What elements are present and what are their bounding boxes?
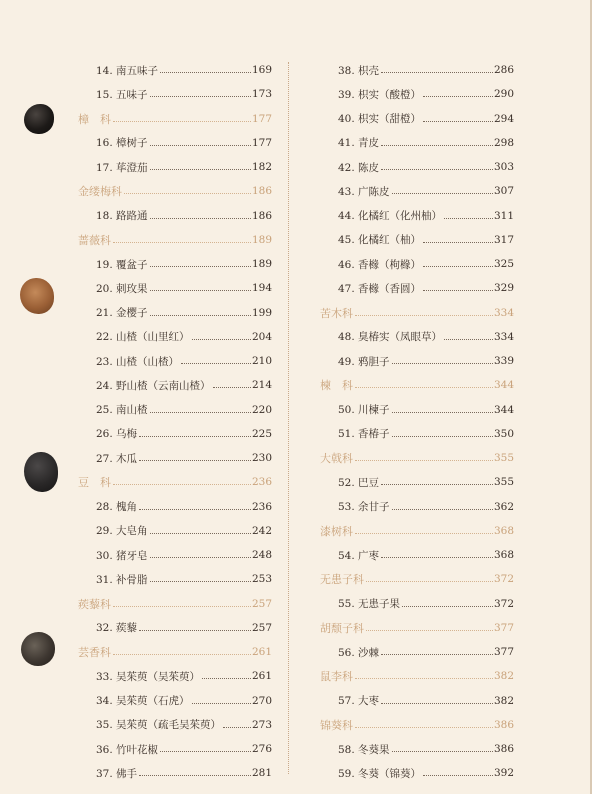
toc-entry-row[interactable] [78, 349, 272, 373]
dot-leader [355, 386, 493, 388]
category-label: 金缕梅科 [78, 185, 122, 199]
toc-entry-row[interactable] [320, 58, 514, 82]
dot-leader [392, 508, 493, 510]
dot-leader [150, 217, 251, 219]
dot-leader [392, 192, 493, 194]
page-number: 189 [251, 258, 272, 271]
dot-leader [160, 750, 251, 752]
entry-label: 51. 香椿子 [338, 428, 390, 441]
category-label: 漆树科 [320, 524, 353, 538]
page-number: 362 [493, 500, 514, 513]
entry-label: 38. 枳壳 [338, 64, 380, 77]
entry-label: 34. 吴茱萸（石虎） [96, 695, 190, 708]
toc-category-row[interactable] [320, 713, 514, 737]
entry-label: 59. 冬葵（锦葵） [338, 767, 422, 780]
dot-leader [150, 556, 251, 558]
toc-entry-row[interactable] [78, 543, 272, 567]
entry-label: 21. 金樱子 [96, 307, 148, 320]
dot-leader [150, 580, 251, 582]
entry-label: 32. 蒺藜 [96, 622, 138, 635]
toc-entry-row[interactable] [320, 252, 514, 276]
page-number: 169 [251, 64, 272, 77]
entry-label: 23. 山楂（山楂） [96, 355, 180, 368]
page-number: 257 [251, 597, 272, 610]
column-divider [288, 62, 289, 774]
entry-label: 36. 竹叶花椒 [96, 743, 159, 756]
toc-entry-row[interactable] [320, 737, 514, 761]
dot-leader [150, 144, 251, 146]
category-label: 锦葵科 [320, 718, 353, 732]
toc-entry-row[interactable] [320, 592, 514, 616]
toc-entry-row[interactable] [78, 155, 272, 179]
category-label: 胡颓子科 [320, 621, 364, 635]
toc-category-row[interactable] [320, 373, 514, 397]
dot-leader [444, 217, 493, 219]
dot-leader [355, 532, 493, 534]
toc-category-row[interactable] [78, 640, 272, 664]
dot-leader [192, 338, 251, 340]
entry-label: 14. 南五味子 [96, 64, 159, 77]
page-number: 344 [493, 379, 514, 392]
dot-leader [423, 289, 493, 291]
toc-entry-row[interactable] [320, 179, 514, 203]
entry-label: 50. 川楝子 [338, 404, 390, 417]
toc-entry-row[interactable] [78, 398, 272, 422]
page-number: 377 [493, 646, 514, 659]
dot-leader [366, 580, 493, 582]
page-number: 350 [493, 427, 514, 440]
dot-leader [113, 120, 251, 122]
entry-label: 54. 广枣 [338, 549, 380, 562]
dot-leader [139, 774, 251, 776]
toc-entry-row[interactable] [320, 543, 514, 567]
entry-label: 46. 香橼（枸橼） [338, 258, 422, 271]
toc-left-column [78, 58, 272, 786]
entry-label: 47. 香橼（香圆） [338, 282, 422, 295]
entry-label: 45. 化橘红（柚） [338, 234, 422, 247]
toc-entry-row[interactable] [78, 761, 272, 785]
page-number: 307 [493, 185, 514, 198]
category-label: 蔷薇科 [78, 233, 111, 247]
page-number: 261 [251, 646, 272, 659]
toc-entry-row[interactable] [78, 204, 272, 228]
toc-entry-row[interactable] [78, 519, 272, 543]
entry-label: 17. 荜澄茄 [96, 161, 148, 174]
dot-leader [113, 241, 251, 243]
page-number: 177 [251, 136, 272, 149]
dot-leader [150, 411, 251, 413]
entry-label: 30. 猪牙皂 [96, 549, 148, 562]
dot-leader [124, 192, 251, 194]
page-number: 317 [493, 233, 514, 246]
toc-entry-row[interactable] [320, 640, 514, 664]
dot-leader [444, 338, 493, 340]
page-number: 186 [251, 209, 272, 222]
dot-leader [381, 144, 493, 146]
dot-leader [139, 629, 251, 631]
dark-fruit-image-2 [21, 632, 55, 666]
toc-entry-row[interactable] [320, 398, 514, 422]
page-number: 214 [251, 379, 272, 392]
toc-category-row[interactable] [78, 179, 272, 203]
entry-label: 56. 沙棘 [338, 646, 380, 659]
dot-leader [181, 362, 251, 364]
toc-entry-row[interactable] [78, 58, 272, 82]
page-number: 334 [493, 306, 514, 319]
entry-label: 35. 吴茱萸（疏毛吴茱萸） [96, 719, 222, 732]
page-number: 281 [251, 767, 272, 780]
dot-leader [381, 702, 493, 704]
dot-leader [113, 605, 251, 607]
page-number: 273 [251, 718, 272, 731]
page-number: 377 [493, 621, 514, 634]
dot-leader [150, 168, 251, 170]
page-number: 236 [251, 476, 272, 489]
page-number: 186 [251, 185, 272, 198]
entry-label: 29. 大皂角 [96, 525, 148, 538]
dot-leader [423, 774, 493, 776]
page-number: 236 [251, 500, 272, 513]
entry-label: 58. 冬葵果 [338, 743, 390, 756]
page-number: 355 [493, 452, 514, 465]
toc-entry-row[interactable] [78, 664, 272, 688]
page-number: 382 [493, 694, 514, 707]
page-number: 225 [251, 427, 272, 440]
entry-label: 55. 无患子果 [338, 598, 401, 611]
dot-leader [355, 677, 493, 679]
category-label: 大戟科 [320, 452, 353, 466]
toc-entry-row[interactable] [320, 325, 514, 349]
toc-entry-row[interactable] [320, 204, 514, 228]
page-number: 372 [493, 573, 514, 586]
toc-entry-row[interactable] [78, 276, 272, 300]
page-number: 311 [493, 209, 514, 222]
toc-entry-row[interactable] [320, 761, 514, 785]
toc-entry-row[interactable] [320, 689, 514, 713]
entry-label: 19. 覆盆子 [96, 258, 148, 271]
dot-leader [150, 95, 251, 97]
toc-category-row[interactable] [78, 107, 272, 131]
page-number: 173 [251, 88, 272, 101]
dot-leader [139, 435, 251, 437]
entry-label: 44. 化橘红（化州柚） [338, 210, 443, 223]
toc-category-row[interactable] [320, 519, 514, 543]
page-number: 210 [251, 355, 272, 368]
brown-fruit-image [20, 278, 54, 314]
dot-leader [381, 168, 493, 170]
toc-entry-row[interactable] [78, 325, 272, 349]
page-number: 230 [251, 452, 272, 465]
dot-leader [381, 71, 493, 73]
page-number: 392 [493, 767, 514, 780]
toc-entry-row[interactable] [320, 107, 514, 131]
dot-leader [113, 483, 251, 485]
category-label: 苦木科 [320, 306, 353, 320]
toc-entry-row[interactable] [78, 713, 272, 737]
category-label: 无患子科 [320, 573, 364, 587]
dot-leader [202, 677, 251, 679]
page-number: 194 [251, 282, 272, 295]
toc-category-row[interactable] [78, 228, 272, 252]
toc-entry-row[interactable] [320, 495, 514, 519]
toc-category-row[interactable] [78, 470, 272, 494]
page-number: 257 [251, 621, 272, 634]
page-number: 276 [251, 743, 272, 756]
entry-label: 28. 槐角 [96, 501, 138, 514]
dot-leader [223, 726, 251, 728]
entry-label: 20. 刺玫果 [96, 282, 148, 295]
page-number: 290 [493, 88, 514, 101]
dot-leader [213, 386, 251, 388]
toc-category-row[interactable] [320, 567, 514, 591]
dot-leader [366, 629, 493, 631]
page-number: 298 [493, 136, 514, 149]
page-number: 294 [493, 112, 514, 125]
page-number: 189 [251, 233, 272, 246]
toc-category-row[interactable] [320, 446, 514, 470]
entry-label: 25. 南山楂 [96, 404, 148, 417]
dot-leader [192, 702, 251, 704]
toc-entry-row[interactable] [320, 470, 514, 494]
dot-leader [381, 556, 493, 558]
entry-label: 33. 吴茱萸（吴茱萸） [96, 670, 201, 683]
entry-label: 18. 路路通 [96, 210, 148, 223]
toc-entry-row[interactable] [320, 422, 514, 446]
dot-leader [355, 459, 493, 461]
entry-label: 52. 巴豆 [338, 476, 380, 489]
dot-leader [392, 362, 493, 364]
entry-label: 48. 臭椿实（凤眼草） [338, 331, 443, 344]
page-number: 182 [251, 161, 272, 174]
toc-entry-row[interactable] [78, 422, 272, 446]
page-number: 386 [493, 718, 514, 731]
dot-leader [392, 411, 493, 413]
category-label: 樟 科 [78, 112, 111, 126]
dot-leader [150, 314, 251, 316]
page-number: 329 [493, 282, 514, 295]
dot-leader [150, 265, 251, 267]
toc-entry-row[interactable] [78, 616, 272, 640]
toc-entry-row[interactable] [320, 131, 514, 155]
page-number: 344 [493, 403, 514, 416]
page-number: 242 [251, 524, 272, 537]
toc-category-row[interactable] [320, 301, 514, 325]
entry-label: 49. 鸦胆子 [338, 355, 390, 368]
dark-seed-image-1 [24, 104, 54, 134]
entry-label: 16. 樟树子 [96, 137, 148, 150]
toc-entry-row[interactable] [78, 131, 272, 155]
toc-entry-row[interactable] [78, 373, 272, 397]
toc-entry-row[interactable] [320, 155, 514, 179]
page-number: 325 [493, 258, 514, 271]
dot-leader [392, 750, 493, 752]
entry-label: 42. 陈皮 [338, 161, 380, 174]
page-number: 220 [251, 403, 272, 416]
entry-label: 57. 大枣 [338, 695, 380, 708]
category-label: 蒺藜科 [78, 597, 111, 611]
category-label: 豆 科 [78, 476, 111, 490]
entry-label: 24. 野山楂（云南山楂） [96, 379, 211, 392]
page-number: 204 [251, 330, 272, 343]
dot-leader [113, 653, 251, 655]
page-number: 253 [251, 573, 272, 586]
toc-entry-row[interactable] [78, 301, 272, 325]
page-number: 248 [251, 549, 272, 562]
page-number: 303 [493, 161, 514, 174]
dot-leader [423, 120, 493, 122]
page-number: 334 [493, 330, 514, 343]
page-number: 382 [493, 670, 514, 683]
entry-label: 37. 佛手 [96, 767, 138, 780]
entry-label: 41. 青皮 [338, 137, 380, 150]
dot-leader [139, 459, 251, 461]
dot-leader [423, 265, 493, 267]
entry-label: 22. 山楂（山里红） [96, 331, 190, 344]
page-number: 177 [251, 112, 272, 125]
entry-label: 53. 余甘子 [338, 501, 390, 514]
dot-leader [381, 483, 493, 485]
black-seed-image [24, 452, 58, 492]
toc-category-row[interactable] [320, 616, 514, 640]
page-number: 339 [493, 355, 514, 368]
dot-leader [402, 605, 493, 607]
entry-label: 43. 广陈皮 [338, 185, 390, 198]
toc-entry-row[interactable] [320, 276, 514, 300]
page-number: 368 [493, 524, 514, 537]
entry-label: 31. 补骨脂 [96, 573, 148, 586]
page-number: 355 [493, 476, 514, 489]
toc-entry-row[interactable] [78, 252, 272, 276]
category-label: 芸香科 [78, 646, 111, 660]
dot-leader [150, 532, 251, 534]
dot-leader [392, 435, 493, 437]
toc-entry-row[interactable] [78, 82, 272, 106]
page-number: 286 [493, 64, 514, 77]
toc-category-row[interactable] [320, 664, 514, 688]
toc-entry-row[interactable] [320, 82, 514, 106]
dot-leader [150, 289, 251, 291]
category-label: 楝 科 [320, 379, 353, 393]
toc-entry-row[interactable] [78, 689, 272, 713]
page-number: 270 [251, 694, 272, 707]
toc-entry-row[interactable] [320, 228, 514, 252]
toc-entry-row[interactable] [78, 495, 272, 519]
page-number: 368 [493, 549, 514, 562]
page-number: 261 [251, 670, 272, 683]
dot-leader [423, 95, 493, 97]
dot-leader [355, 314, 493, 316]
dot-leader [381, 653, 493, 655]
entry-label: 40. 枳实（甜橙） [338, 113, 422, 126]
entry-label: 15. 五味子 [96, 88, 148, 101]
category-label: 鼠李科 [320, 670, 353, 684]
entry-label: 39. 枳实（酸橙） [338, 88, 422, 101]
page-number: 372 [493, 597, 514, 610]
toc-entry-row[interactable] [78, 567, 272, 591]
toc-category-row[interactable] [78, 592, 272, 616]
dot-leader [423, 241, 493, 243]
dot-leader [355, 726, 493, 728]
toc-entry-row[interactable] [78, 737, 272, 761]
page-number: 386 [493, 743, 514, 756]
toc-right-column [320, 58, 514, 786]
dot-leader [160, 71, 251, 73]
dot-leader [139, 508, 251, 510]
entry-label: 26. 乌梅 [96, 428, 138, 441]
toc-entry-row[interactable] [320, 349, 514, 373]
page-number: 199 [251, 306, 272, 319]
toc-entry-row[interactable] [78, 446, 272, 470]
entry-label: 27. 木瓜 [96, 452, 138, 465]
